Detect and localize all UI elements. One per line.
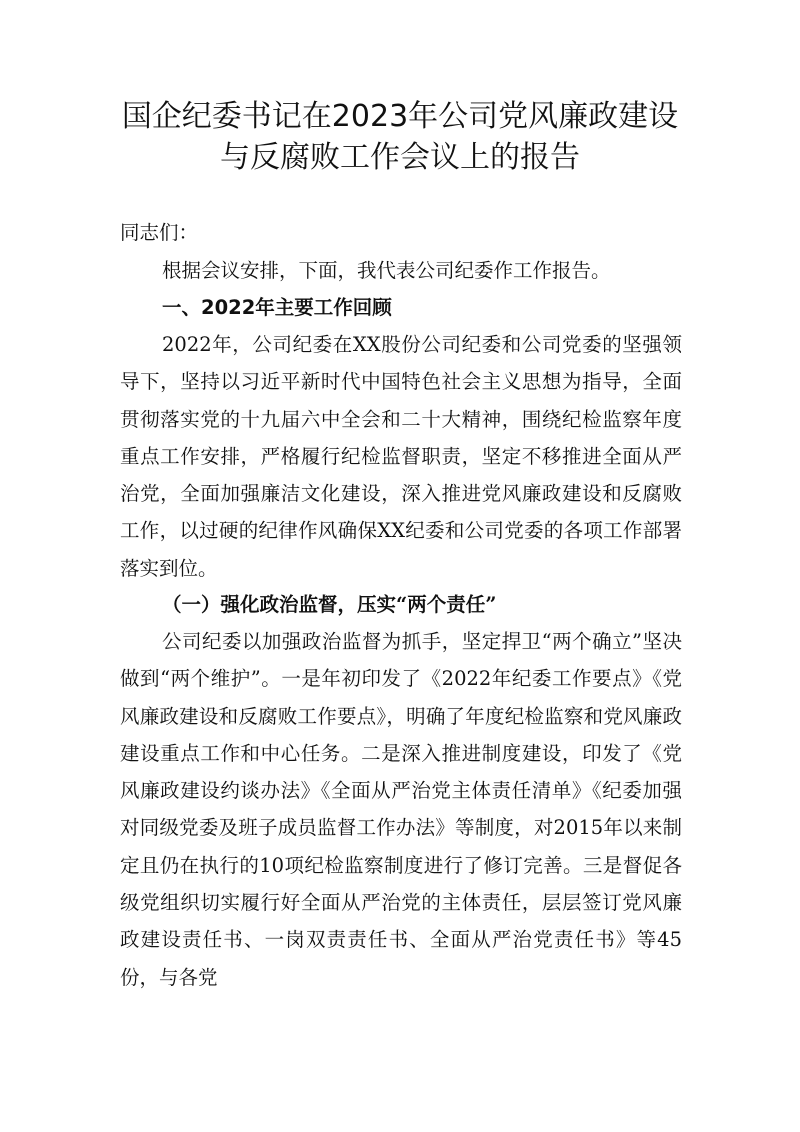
- paragraph-review: 2022年，公司纪委在XX股份公司纪委和公司党委的坚强领导下，坚持以习近平新时代中国特色社会主义思想为指导，全面贯彻落实党的十九届六中全会和二十大精神，围绕纪检监察年度重点工作安排，严格履行纪检监督职责，坚定不移推进全面从严治党，全面加强廉洁文化建设，深入推进党风廉政建设和反腐败工作，以过硬的纪律作风确保XX纪委和公司党委的各项工作部署落实到位。: [120, 333, 682, 580]
- document-title-line-2: 与反腐败工作会议上的报告: [220, 140, 580, 175]
- document-title-line-1: 国企纪委书记在2023年公司党风廉政建设: [121, 99, 679, 134]
- paragraph-arrangement: 根据会议安排，下面，我代表公司纪委作工作报告。: [162, 259, 611, 282]
- paragraph-political-supervision: 公司纪委以加强政治监督为抓手，坚定捍卫“两个确立”坚决做到“两个维护”。一是年初印发了《2022年纪委工作要点》《党风廉政建设和反腐败工作要点》，明确了年度纪检监察和党风廉政建设重点工作和中心任务。二是深入推进制度建设，印发了《党风廉政建设约谈办法》《全面从严治党主体责任清单》《纪委加强对同级党委及班子成员监督工作办法》等制度，对2015年以来制定且仍在执行的10项纪检监察制度进行了修订完善。三是督促各级党组织切实履行好全面从严治党的主体责任，层层签订党风廉政建设责任书、一岗双责责任书、全面从严治党责任书》等45份，与各党: [120, 630, 682, 989]
- section-heading-review: 一、2022年主要工作回顾: [162, 296, 392, 319]
- subsection-heading-political-supervision: （一）强化政治监督，压实“两个责任”: [162, 593, 497, 616]
- salutation: 同志们：: [120, 221, 199, 244]
